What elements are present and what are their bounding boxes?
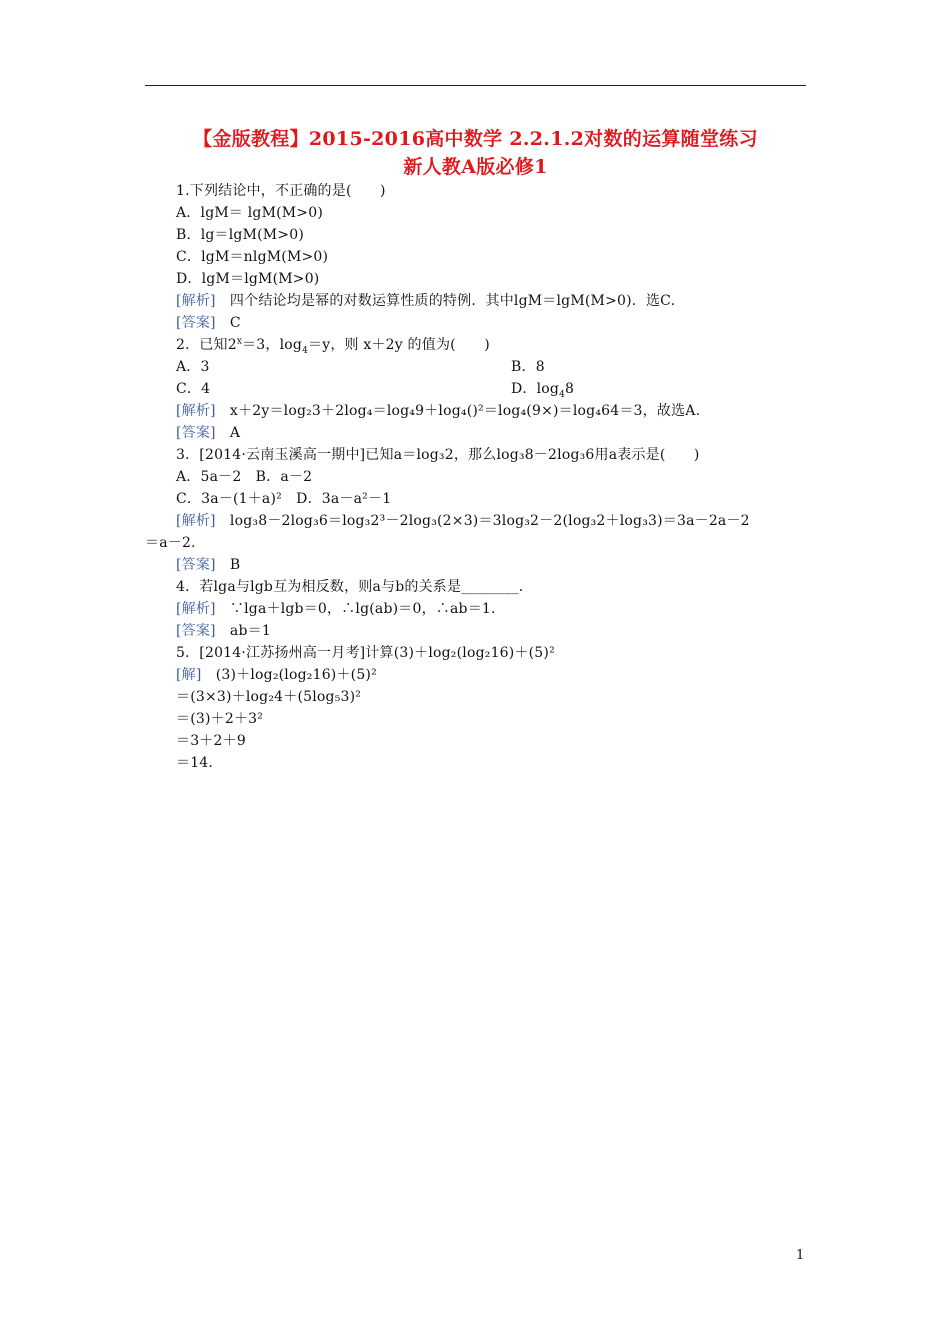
q2-option-d-post: 8: [565, 381, 575, 397]
q1-answer: [176, 312, 241, 334]
q1-answer-text: C: [215, 315, 241, 331]
answer-tag: [答案]: [176, 315, 216, 331]
q1-analysis: [176, 290, 675, 312]
analysis-tag: [解析]: [176, 513, 216, 529]
header-rule: [145, 85, 806, 86]
document-title-line1: 【金版教程】2015-2016高中数学 2.2.1.2对数的运算随堂练习: [193, 128, 758, 150]
q2-stem-sub: 4: [302, 345, 309, 356]
q1-stem: 1.下列结论中，不正确的是( ): [176, 183, 386, 199]
q5-solution-line2: ＝(3×3)＋log₂4＋(5log₅3)²: [176, 689, 362, 705]
q2-stem: [176, 334, 490, 356]
q3-answer: [176, 554, 240, 576]
q5-solution-line5: ＝14.: [176, 755, 214, 771]
q3-options-cd: C．3a－(1＋a)² D．3a－a²－1: [176, 491, 392, 507]
q1-option-a: A．lgM＝ lgM(M>0): [176, 205, 324, 221]
q2-analysis-text: x＋2y＝log₂3＋2log₄＝log₄9＋log₄()²＝log₄(9×)＝log₄64＝3，故选A.: [215, 403, 701, 419]
q5-solution-line3: ＝(3)＋2＋3²: [176, 711, 264, 727]
document-title-line2: 新人教A版必修1: [403, 156, 548, 178]
q2-option-d-sub: 4: [559, 389, 566, 400]
q3-analysis: [176, 510, 750, 532]
q4-analysis-text: ∵lga＋lgb＝0，∴lg(ab)＝0，∴ab＝1.: [215, 601, 496, 617]
q2-option-b: B．8: [511, 359, 545, 375]
q5-stem: 5．[2014·江苏扬州高一月考]计算(3)＋log₂(log₂16)＋(5)²: [176, 645, 555, 661]
q4-answer-text: ab＝1: [215, 623, 271, 639]
q5-solution-text: (3)＋log₂(log₂16)＋(5)²: [201, 667, 377, 683]
q2-stem-mid: ＝3，log: [242, 337, 303, 353]
q2-option-d: [511, 378, 574, 400]
q3-options-ab: A．5a－2 B．a－2: [176, 469, 313, 485]
q1-option-c: C．lgM＝nlgM(M>0): [176, 249, 329, 265]
analysis-tag: [解析]: [176, 601, 216, 617]
q3-answer-text: B: [215, 557, 241, 573]
q3-analysis-text: log₃8－2log₃6＝log₃2³－2log₃(2×3)＝3log₃2－2(log₃2＋log₃3)＝3a－2a－2: [215, 513, 750, 529]
q4-stem: 4．若lga与lgb互为相反数，则a与b的关系是________．: [176, 579, 534, 595]
q4-answer: [176, 620, 271, 642]
analysis-tag: [解析]: [176, 403, 216, 419]
page-number: 1: [796, 1248, 805, 1263]
q1-option-d: D．lgM＝lgM(M>0): [176, 271, 320, 287]
q5-solution-line1: [176, 664, 377, 686]
q2-option-c: C．4: [176, 381, 211, 397]
q1-analysis-text: 四个结论均是幂的对数运算性质的特例．其中lgM＝lgM(M>0)．选C.: [215, 293, 676, 309]
q2-analysis: [176, 400, 700, 422]
q3-analysis-continued: ＝a－2.: [145, 535, 196, 551]
q4-analysis: [176, 598, 496, 620]
q3-stem: 3．[2014·云南玉溪高一期中]已知a＝log₃2，那么log₃8－2log₃6用a表示是( ): [176, 447, 700, 463]
solution-tag: [解]: [176, 667, 202, 683]
analysis-tag: [解析]: [176, 293, 216, 309]
answer-tag: [答案]: [176, 425, 216, 441]
q5-solution-line4: ＝3＋2＋9: [176, 733, 246, 749]
q2-stem-post: ＝y，则 x＋2y 的值为( ): [308, 337, 490, 353]
q2-stem-sup: x: [236, 336, 243, 347]
answer-tag: [答案]: [176, 623, 216, 639]
q2-answer: [176, 422, 240, 444]
q2-option-a: A．3: [176, 359, 210, 375]
answer-tag: [答案]: [176, 557, 216, 573]
q2-answer-text: A: [215, 425, 241, 441]
q2-stem-pre: 2．已知2: [176, 337, 237, 353]
q1-option-b: B．lg＝lgM(M>0): [176, 227, 304, 243]
q2-option-d-pre: D．log: [511, 381, 560, 397]
